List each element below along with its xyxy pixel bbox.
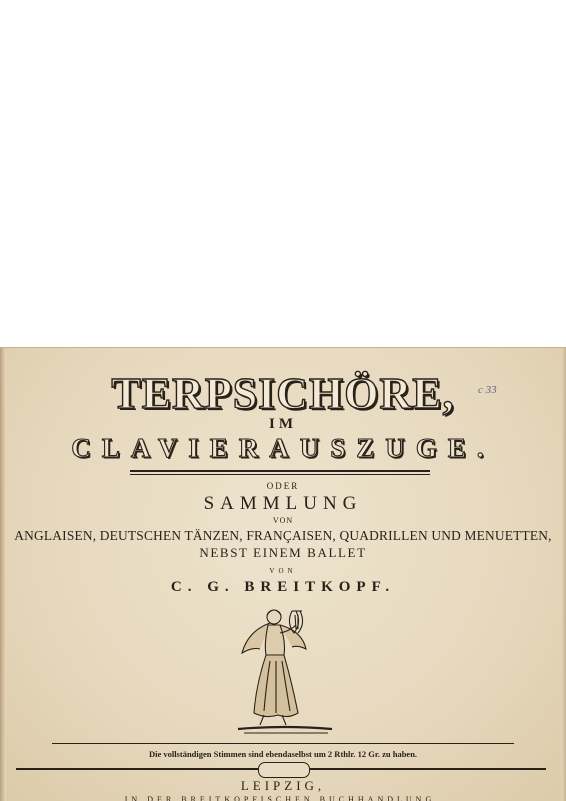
- shelfmark: c 33: [478, 384, 497, 396]
- page-title: TERPSICHÖRE,: [111, 369, 455, 418]
- contents-line-2: NEBST EINEM BALLET: [199, 545, 367, 560]
- price-note: Die vollständigen Stimmen sind ebendaselbst um 2 Rthlr. 12 Gr. zu haben.: [148, 749, 418, 759]
- note-rule: [52, 743, 514, 744]
- publisher-line: IN DER BREITKOPFISCHEN BUCHHANDLUNG.: [124, 795, 442, 801]
- dancer-with-lyre-illustration: [230, 603, 340, 738]
- oder-text: ODER: [266, 481, 300, 491]
- von-text-1: VON: [272, 516, 294, 525]
- von-text-2: VON: [269, 567, 297, 575]
- title-page: [0, 347, 566, 801]
- sammlung-heading: SAMMLUNG: [203, 493, 363, 514]
- blank-area: [0, 0, 566, 347]
- ornament-icon: [258, 762, 310, 778]
- contents-line-1: ANGLAISEN, DEUTSCHEN TÄNZEN, FRANÇAISEN, QUADRILLEN UND MENUETTEN,: [14, 528, 552, 543]
- place-of-publication: LEIPZIG,: [240, 778, 326, 793]
- author-name: C. G. BREITKOPF.: [170, 579, 396, 595]
- divider-rule: [130, 470, 430, 472]
- subtitle-im: IM: [269, 416, 297, 432]
- subtitle-clavierauszuge: CLAVIERAUSZUGE.: [71, 433, 495, 463]
